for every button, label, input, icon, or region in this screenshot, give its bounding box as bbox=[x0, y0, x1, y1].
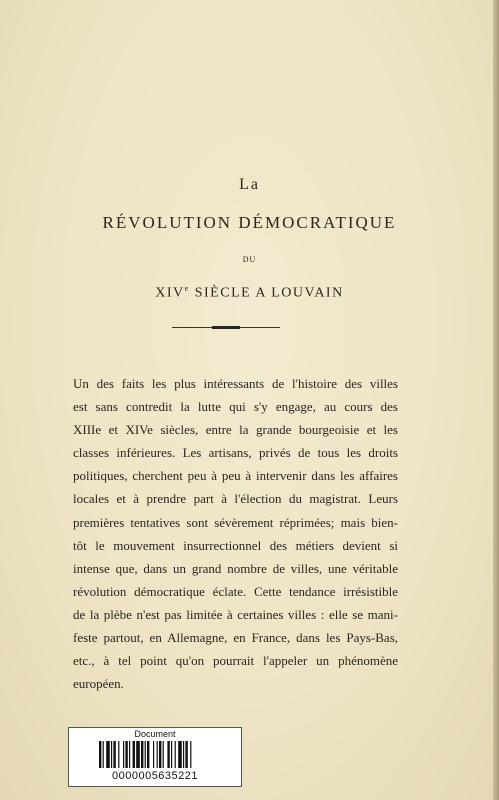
body-line: est sans contredit la lutte qui s'y engage, au cours des bbox=[73, 399, 398, 415]
body-line: intense que, dans un grand nombre de villes, une véritable bbox=[73, 560, 398, 576]
body-line: européen. bbox=[73, 676, 124, 692]
body-line: Un des faits les plus intéressants de l'histoire des villes bbox=[73, 376, 398, 391]
body-line: XIIIe et XIVe siècles, entre la grande bourgeoisie et les bbox=[73, 422, 398, 438]
library-stamp bbox=[68, 727, 242, 787]
barcode-icon bbox=[99, 741, 223, 768]
body-line: etc., à tel point qu'on pourrait l'appeler un phénomène bbox=[73, 653, 398, 669]
body-line: locales et à prendre part à l'élection du magistrat. Leurs bbox=[73, 491, 398, 507]
body-line: politiques, cherchent peu à peu à intervenir dans les affaires bbox=[73, 468, 398, 484]
subtitle-sup: e bbox=[184, 284, 190, 293]
body-paragraph bbox=[73, 372, 398, 695]
body-line: classes inférieures. Les artisans, privés de tous les droits bbox=[73, 445, 398, 461]
title-la-text: La bbox=[239, 176, 260, 193]
body-line: premières tentatives sont sévèrement réprimées; mais bien- bbox=[73, 514, 398, 530]
title-la bbox=[0, 176, 499, 194]
title-du: DU bbox=[242, 255, 257, 264]
rule-center bbox=[212, 326, 240, 329]
title-subtitle bbox=[0, 284, 499, 302]
body-line: de la plèbe n'est pas limitée à certaines villes : elle se mani- bbox=[73, 606, 398, 622]
page-edge bbox=[493, 0, 499, 800]
stamp-label: Document bbox=[134, 729, 176, 739]
decorative-rule bbox=[172, 327, 280, 328]
subtitle-rest: SIÈCLE A LOUVAIN bbox=[189, 285, 344, 301]
body-line: tôt le mouvement insurrectionnel des métiers devient si bbox=[73, 537, 398, 553]
subtitle-prefix: XIV bbox=[155, 285, 185, 301]
title-main: RÉVOLUTION DÉMOCRATIQUE bbox=[102, 213, 397, 232]
body-line: révolution démocratique éclate. Cette tendance irrésistible bbox=[73, 583, 398, 599]
stamp-number: 0000005635221 bbox=[111, 770, 199, 782]
body-line: feste partout, en Allemagne, en France, dans les Pays-Bas, bbox=[73, 630, 398, 646]
